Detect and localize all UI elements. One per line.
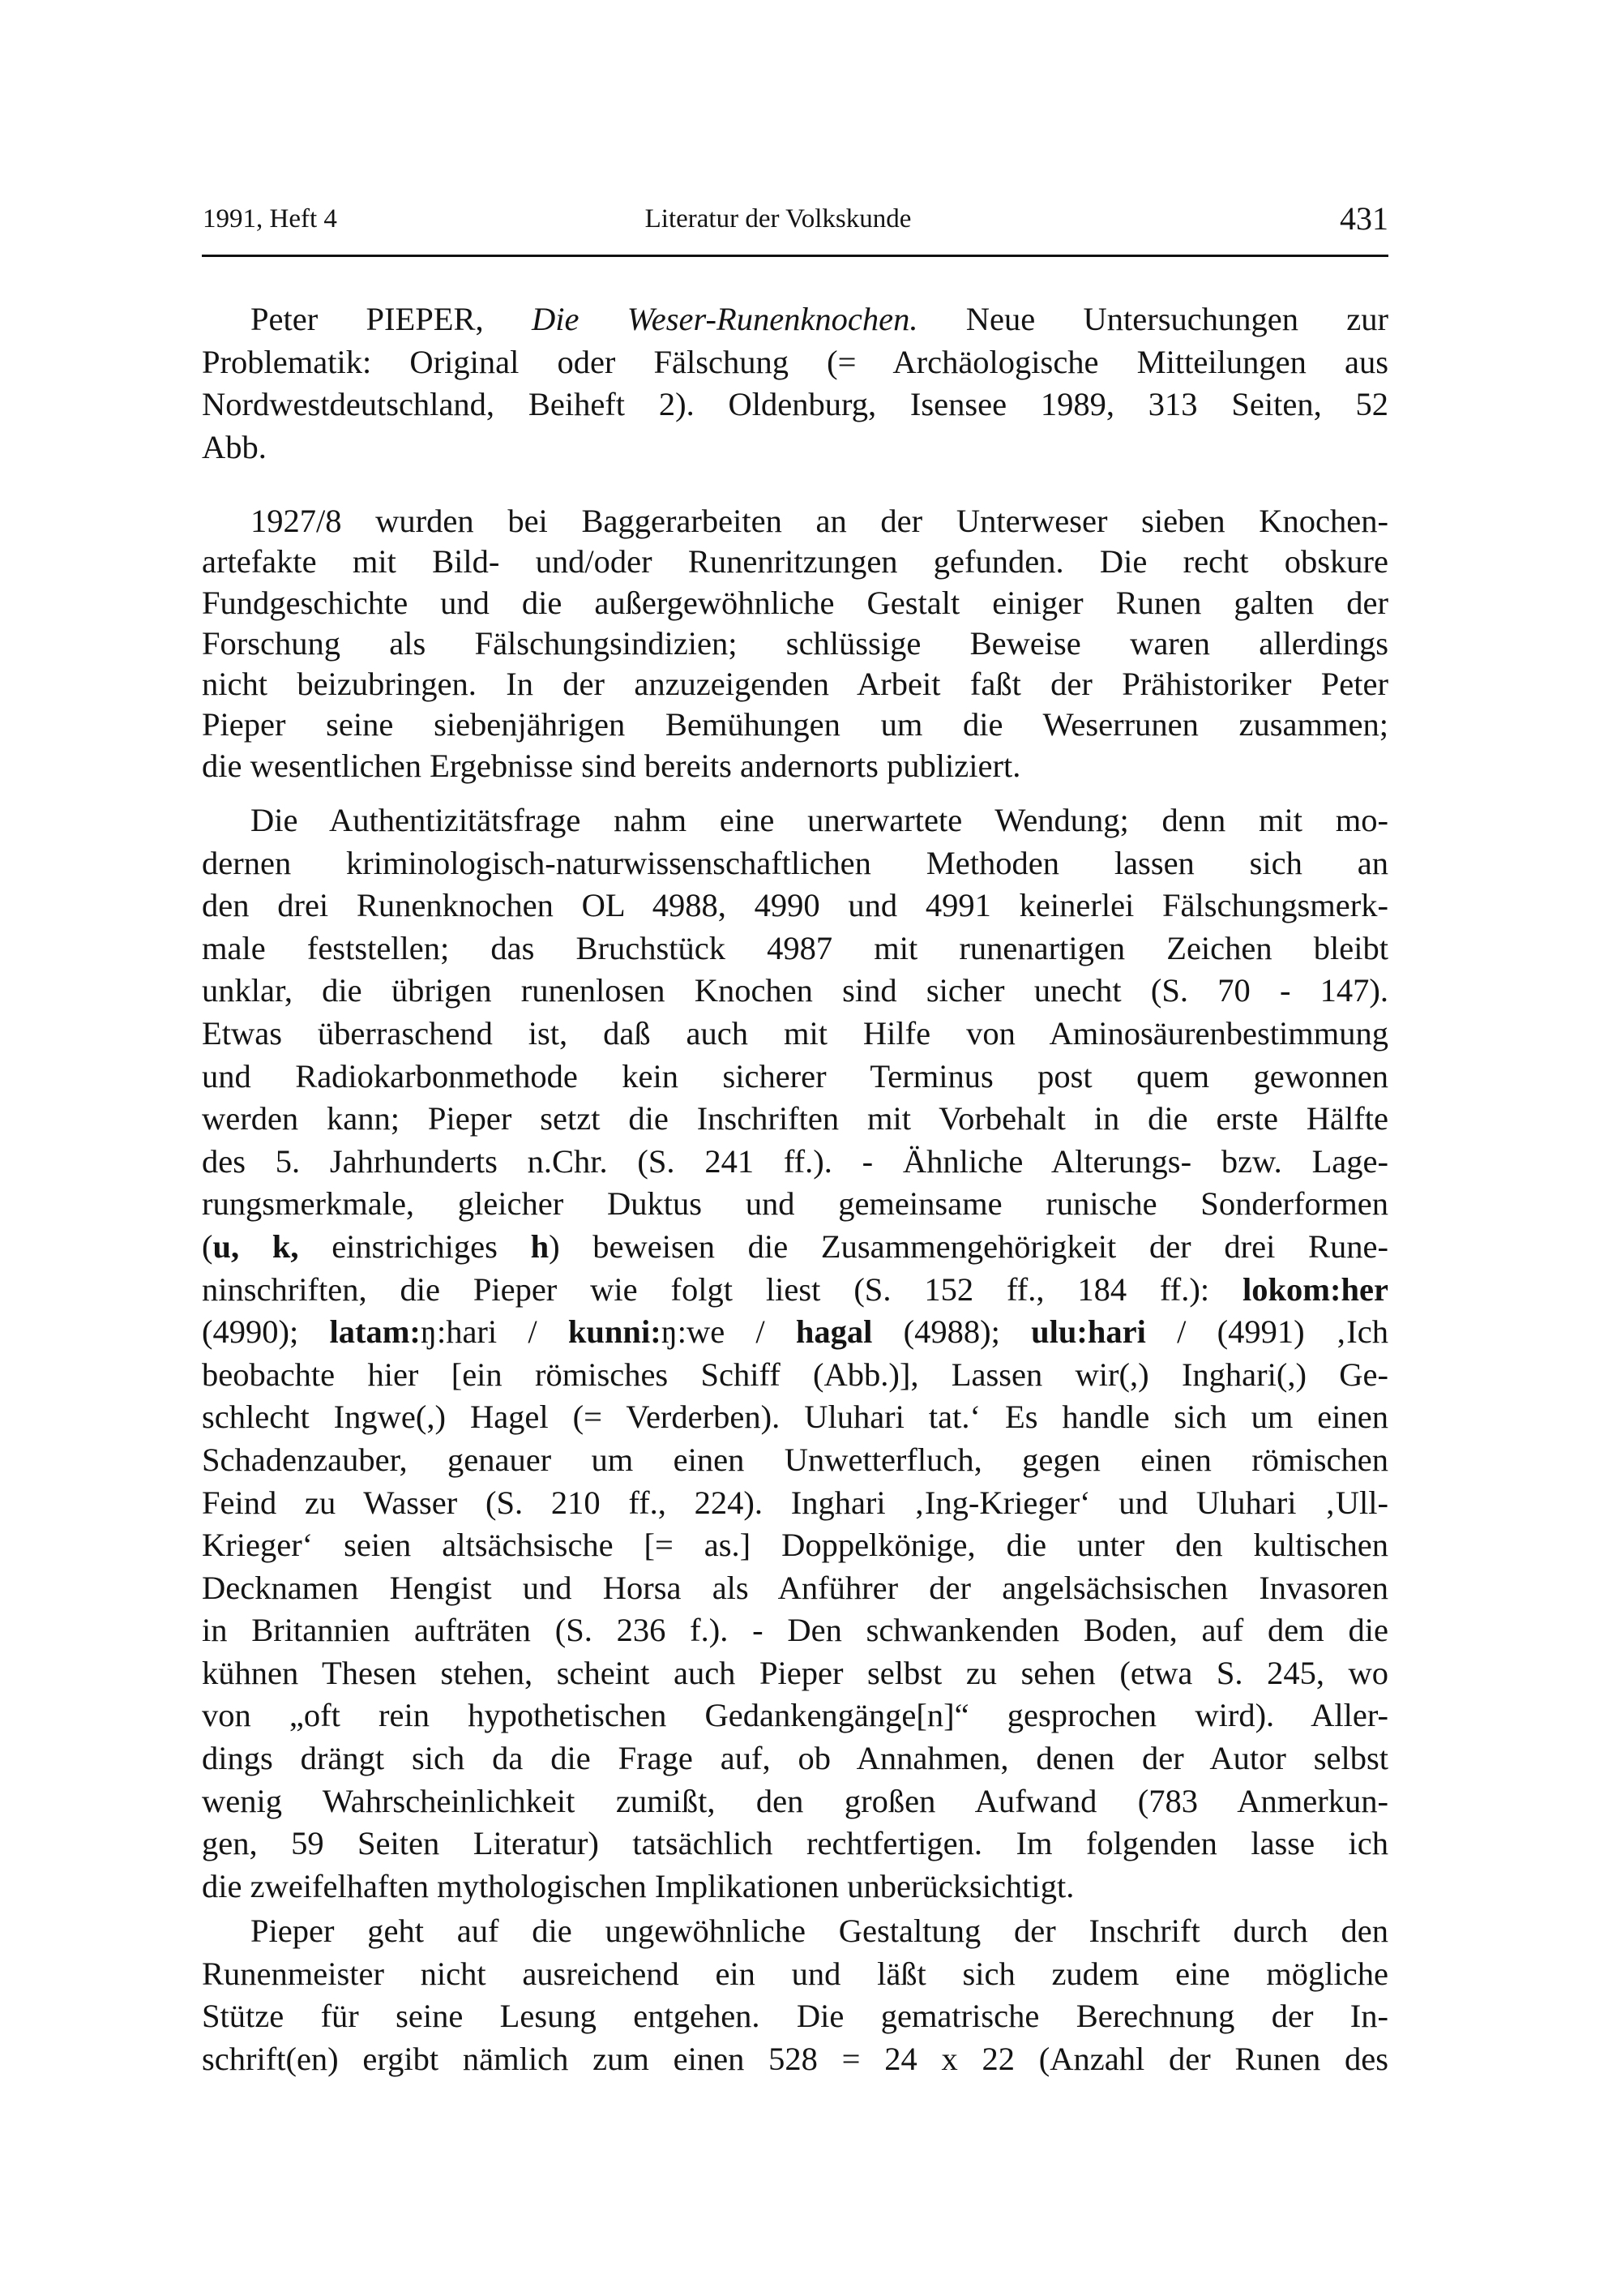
text-line [202,1311,1388,1354]
text-line [202,1694,1388,1737]
text-segment: ninschriften, die Pieper wie folgt liest (S. 152 ff., 184 ff.): [202,1270,1243,1308]
text-segment: die zweifelhaften mythologischen Implikationen unberücksichtigt. [202,1867,1075,1904]
text-segment: (4988); [872,1313,1032,1351]
text-segment: Abb. [202,428,267,465]
text-segment: unklar, die übrigen runenlosen Knochen sind sicher unecht (S. 70 - 147). [202,972,1388,1009]
text-segment: Decknamen Hengist und Horsa als Anführer der angelsächsischen Invasoren [202,1569,1388,1606]
text-segment: beobachte hier [ein römisches Schiff (Abb.)], Lassen wir(,) Inghari(,) Ge- [202,1356,1388,1393]
text-segment: dings drängt sich da die Frage auf, ob Annahmen, denen der Autor selbst [202,1740,1388,1777]
text-segment: artefakte mit Bild- und/oder Runenritzungen gefunden. Die recht obskure [202,543,1388,580]
text-line [202,1995,1388,2038]
text-segment: in Britannien aufträten (S. 236 f.). - Den schwankenden Boden, auf dem die [202,1612,1388,1649]
text-line [202,298,1388,341]
text-line [202,1098,1388,1141]
text-segment: Feind zu Wasser (S. 210 ff., 224). Inghari ‚Ing-Krieger‘ und Uluhari ‚Ull- [202,1484,1388,1521]
text-line [202,1524,1388,1567]
text-segment: gen, 59 Seiten Literatur) tatsächlich rechtfertigen. Im folgenden lasse ich [202,1825,1388,1862]
text-segment: wenig Wahrscheinlichkeit zumißt, den großen Aufwand (783 Anmerkun- [202,1782,1388,1819]
book-title: Die Weser-Runenknochen. [532,301,918,337]
text-segment: Fundgeschichte und die außergewöhnliche Gestalt einiger Runen galten der [202,584,1388,621]
text-line [202,1609,1388,1652]
text-line [202,1056,1388,1099]
page-number: 431 [1340,200,1388,237]
text-line [202,927,1388,970]
text-segment: Neue Untersuchungen zur [917,301,1389,337]
text-line [202,1226,1388,1269]
text-segment: ( [202,1227,213,1265]
text-line [202,383,1388,426]
text-line [202,664,1388,705]
text-line [202,1439,1388,1482]
text-line [202,341,1388,384]
running-header-title: Literatur der Volkskunde [644,204,912,233]
text-line [202,583,1388,623]
text-line [202,1910,1388,1953]
text-segment: schlecht Ingwe(,) Hagel (= Verderben). Uluhari tat.‘ Es handle sich um einen [202,1399,1388,1436]
text-line [202,426,1388,469]
text-segment: ) beweisen die Zusammengehörigkeit der drei Rune- [549,1227,1388,1265]
text-line [202,1780,1388,1823]
text-segment: Schadenzauber, genauer um einen Unwetterfluch, gegen einen römischen [202,1441,1388,1478]
text-segment: male feststellen; das Bruchstück 4987 mit runenartigen Zeichen bleibt [202,929,1388,966]
runic-transliteration: lokom:her [1242,1270,1388,1308]
text-segment: / (4991) ‚Ich [1145,1313,1388,1351]
text-segment: die wesentlichen Ergebnisse sind bereits andernorts publiziert. [202,747,1021,784]
text-line [202,1652,1388,1695]
runic-transliteration: latam: [329,1313,421,1351]
text-segment: dernen kriminologisch-naturwissenschaftlichen Methoden lassen sich an [202,844,1388,881]
text-line [202,842,1388,885]
text-line [202,1013,1388,1056]
text-line [202,1269,1388,1312]
text-line [202,885,1388,927]
text-line [202,1567,1388,1610]
text-line [202,1141,1388,1184]
text-line [202,1396,1388,1439]
text-line [202,705,1388,745]
paragraph-intro [202,501,1388,786]
text-segment: Pieper geht auf die ungewöhnliche Gestaltung der Inschrift durch den [250,1913,1388,1949]
text-line [202,1482,1388,1525]
text-line [202,1953,1388,1996]
text-line [202,799,1388,842]
bibliographic-entry [202,298,1388,469]
text-segment: Nordwestdeutschland, Beiheft 2). Oldenburg, Isensee 1989, 313 Seiten, 52 [202,386,1388,423]
text-segment: Die Authentizitätsfrage nahm eine unerwartete Wendung; denn mit mo- [250,802,1388,838]
text-segment: Peter PIEPER, [250,301,532,337]
text-line [202,1737,1388,1780]
text-line [202,1823,1388,1866]
text-segment: einstrichiges [298,1227,531,1265]
text-segment: Forschung als Fälschungsindizien; schlüssige Beweise waren allerdings [202,624,1388,662]
text-line [202,2038,1388,2081]
text-segment: von „oft rein hypothetischen Gedankengänge[n]“ gesprochen wird). Aller- [202,1697,1388,1734]
runic-transliteration: kunni: [567,1313,661,1351]
text-segment: (4990); [202,1313,330,1351]
text-segment: des 5. Jahrhunderts n.Chr. (S. 241 ff.). - Ähnliche Alterungs- bzw. Lage- [202,1142,1388,1180]
text-line [202,542,1388,582]
text-segment: Krieger‘ seien altsächsische [= as.] Doppelkönige, die unter den kultischen [202,1527,1388,1564]
paragraph-authenticity [202,799,1388,1908]
runic-transliteration: h [530,1227,550,1265]
text-segment: ŋ:hari / [420,1313,568,1351]
runic-transliteration: u, k, [212,1227,299,1265]
text-line [202,1183,1388,1226]
text-segment: den drei Runenknochen OL 4988, 4990 und 4991 keinerlei Fälschungsmerk- [202,887,1388,924]
text-segment: und Radiokarbonmethode kein sicherer Terminus post quem gewonnen [202,1057,1388,1094]
text-segment: ŋ:we / [661,1313,796,1351]
runic-transliteration: ulu:hari [1031,1313,1146,1351]
text-line [202,501,1388,542]
text-line [202,1354,1388,1397]
text-segment: nicht beizubringen. In der anzuzeigenden Arbeit faßt der Prähistoriker Peter [202,666,1388,703]
text-segment: werden kann; Pieper setzt die Inschriften mit Vorbehalt in die erste Hälfte [202,1100,1388,1137]
text-segment: 1927/8 wurden bei Baggerarbeiten an der Unterweser sieben Knochen- [250,503,1388,539]
paragraph-gematria [202,1910,1388,2080]
text-line [202,746,1388,786]
text-line [202,623,1388,664]
text-segment: rungsmerkmale, gleicher Duktus und gemeinsame runische Sonderformen [202,1185,1388,1223]
text-segment: schrift(en) ergibt nämlich zum einen 528 = 24 x 22 (Anzahl der Runen des [202,2040,1388,2077]
text-segment: Problematik: Original oder Fälschung (= Archäologische Mitteilungen aus [202,343,1388,380]
text-segment: Runenmeister nicht ausreichend ein und läßt sich zudem eine mögliche [202,1955,1388,1992]
header-rule [202,255,1388,257]
text-segment: Stütze für seine Lesung entgehen. Die gematrische Berechnung der In- [202,1998,1388,2035]
text-segment: Etwas überraschend ist, daß auch mit Hilfe von Aminosäurenbestimmung [202,1014,1388,1052]
text-segment: Pieper seine siebenjährigen Bemühungen um die Weserrunen zusammen; [202,706,1388,743]
runic-transliteration: hagal [795,1313,873,1351]
text-line [202,970,1388,1013]
text-segment: kühnen Thesen stehen, scheint auch Pieper selbst zu sehen (etwa S. 245, wo [202,1654,1388,1691]
running-header-issue: 1991, Heft 4 [203,204,337,233]
text-line [202,1866,1388,1908]
